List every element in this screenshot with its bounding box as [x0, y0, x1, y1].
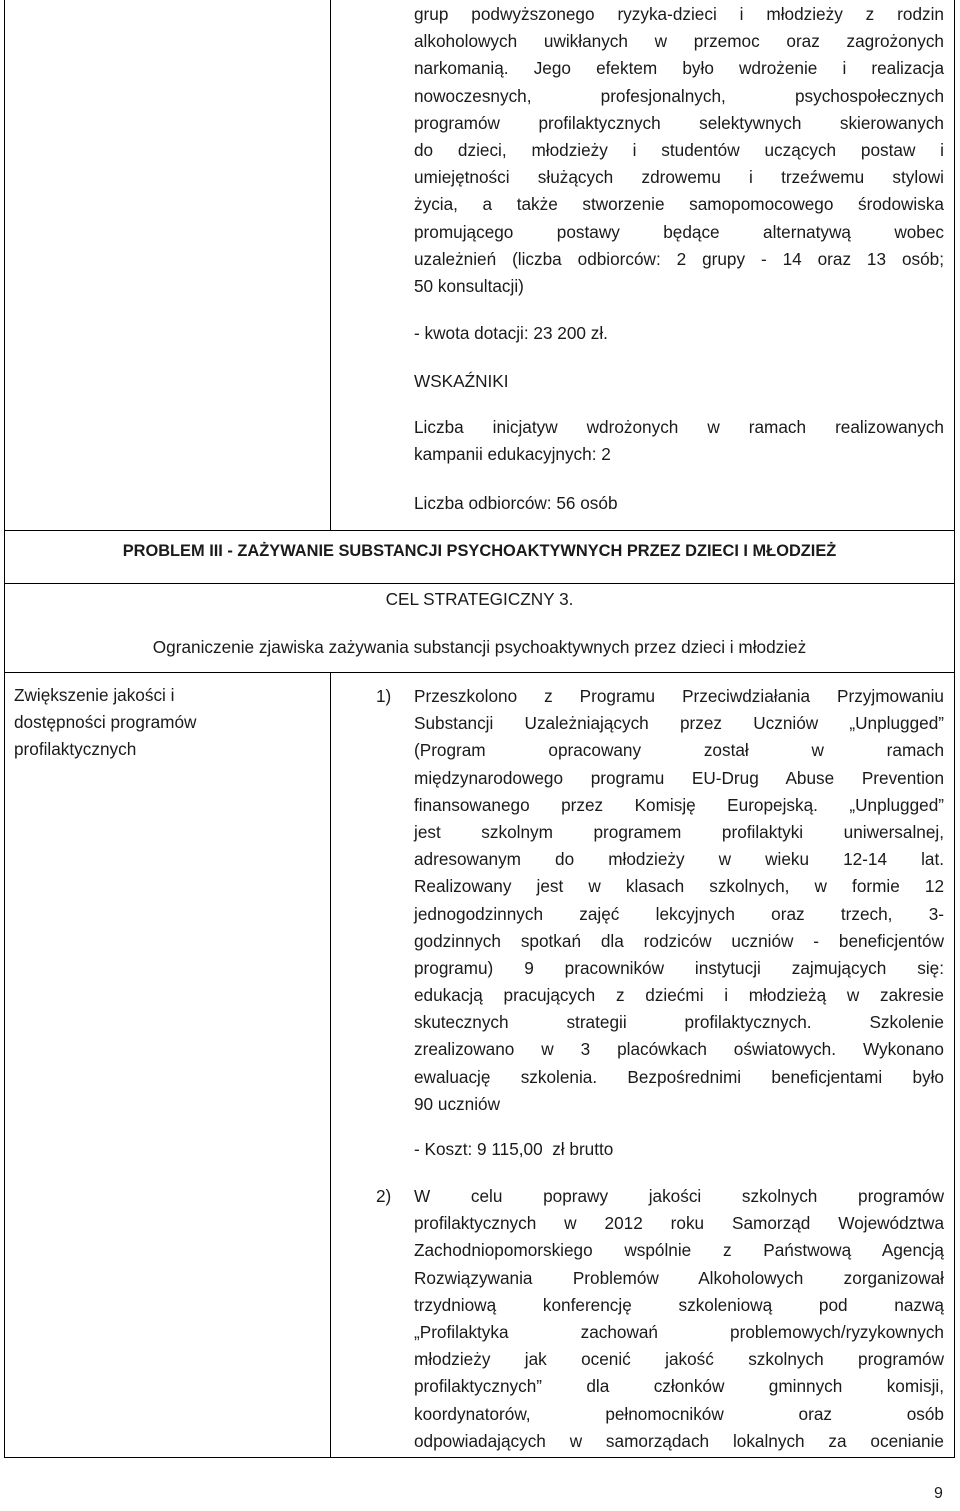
text-line: W celu poprawy jakości szkolnych programów [414, 1186, 944, 1206]
text-line: programu) 9 pracowników instytucji zajmujących się: [414, 957, 944, 978]
text-line: trzydniową konferencję szkoleniową pod nazwą [414, 1294, 944, 1315]
top-column-divider [330, 0, 331, 530]
item-1-text [414, 683, 944, 1118]
text-line: kampanii edukacyjnych: 2 [414, 444, 611, 465]
text-line: dostępności programów [14, 712, 197, 732]
text-line: „Profilaktyka zachowań problemowych/ryzykownych [414, 1321, 944, 1342]
text-line: uzależnień (liczba odbiorców: 2 grupy - 14 oraz 13 osób; [414, 248, 944, 269]
text-line: Substancji Uzależniających przez Uczniów „Unplugged” [414, 713, 944, 734]
text-line: godzinnych spotkań dla rodziców uczniów - beneficjentów [414, 930, 944, 951]
top-cell-paragraph [414, 1, 944, 300]
wskaznik-2: Liczba odbiorców: 56 osób [414, 493, 618, 513]
row-divider-1 [4, 530, 955, 531]
text-line: finansowanego przez Komisję Europejską. „Unplugged” [414, 794, 944, 815]
text-line: 90 uczniów [414, 1093, 500, 1114]
kwota-dotacji: - kwota dotacji: 23 200 zł. [414, 323, 608, 343]
text-line: grup podwyższonego ryzyka-dzieci i młodzieży z rodzin [414, 4, 944, 24]
bottom-column-divider [330, 672, 331, 1458]
text-line: jest szkolnym programem profilaktyki uniwersalnej, [414, 821, 944, 842]
text-line: promującego postawy będące alternatywą wobec [414, 221, 944, 242]
table-border-bottom [4, 1457, 955, 1458]
text-line: narkomanią. Jego efektem było wdrożenie i realizacja [414, 58, 944, 79]
text-line: życia, a także stworzenie samopomocowego środowiska [414, 194, 944, 215]
text-line: profilaktycznych w 2012 roku Samorząd Województwa [414, 1213, 944, 1234]
text-line: profilaktycznych [14, 739, 137, 759]
text-line: Rozwiązywania Problemów Alkoholowych zorganizował [414, 1267, 944, 1288]
text-line: ewaluację szkolenia. Bezpośrednimi beneficjentami było [414, 1066, 944, 1087]
wskaznik-1 [414, 414, 944, 468]
page-number: 9 [934, 1485, 943, 1502]
text-line: koordynatorów, pełnomocników oraz osób [414, 1403, 944, 1424]
problem-heading: PROBLEM III - ZAŻYWANIE SUBSTANCJI PSYCHOAKTYWNYCH PRZEZ DZIECI I MŁODZIEŻ [122, 542, 837, 560]
table-border-left [4, 0, 5, 1458]
text-line: Liczba inicjatyw wdrożonych w ramach realizowanych [414, 417, 944, 437]
cel-strategiczny: CEL STRATEGICZNY 3. [385, 589, 574, 609]
text-line: adresowanym do młodzieży w wieku 12-14 lat. [414, 849, 944, 870]
wskazniki-heading: WSKAŹNIKI [414, 371, 509, 391]
text-line: odpowiadających w samorządach lokalnych za ocenianie [414, 1430, 944, 1451]
text-line: zrealizowano w 3 placówkach oświatowych. Wykonano [414, 1039, 944, 1060]
table-border-right [954, 0, 955, 1458]
text-line: programów profilaktycznych selektywnych skierowanych [414, 112, 944, 133]
item-1-koszt: - Koszt: 9 115,00 zł brutto [414, 1139, 614, 1159]
cel-opis: Ograniczenie zjawiska zażywania substancji psychoaktywnych przez dzieci i młodzież [152, 637, 807, 657]
text-line: umiejętności służących zdrowemu i trzeźwemu stylowi [414, 167, 944, 188]
text-line: Realizowany jest w klasach szkolnych, w formie 12 [414, 876, 944, 897]
text-line: jednogodzinnych zajęć lekcyjnych oraz trzech, 3- [414, 903, 944, 924]
text-line: Przeszkolono z Programu Przeciwdziałania Przyjmowaniu [414, 686, 944, 706]
item-2-number: 2) [376, 1186, 392, 1206]
text-line: Zwiększenie jakości i [14, 685, 175, 705]
text-line: Zachodniopomorskiego wspólnie z Państwową Agencją [414, 1240, 944, 1261]
text-line: (Program opracowany został w ramach [414, 740, 944, 761]
text-line: nowoczesnych, profesjonalnych, psychospołecznych [414, 85, 944, 106]
text-line: młodzieży jak ocenić jakość szkolnych programów [414, 1349, 944, 1370]
row-divider-3 [4, 672, 955, 673]
text-line: międzynarodowego programu EU-Drug Abuse Prevention [414, 767, 944, 788]
text-line: edukacją pracujących z dziećmi i młodzieżą w zakresie [414, 985, 944, 1006]
text-line: profilaktycznych” dla członków gminnych komisji, [414, 1376, 944, 1397]
item-2-text [414, 1183, 944, 1455]
text-line: skutecznych strategii profilaktycznych. Szkolenie [414, 1012, 944, 1033]
text-line: alkoholowych uwikłanych w przemoc oraz zagrożonych [414, 31, 944, 52]
row-divider-2 [4, 583, 955, 584]
text-line: 50 konsultacji) [414, 275, 524, 296]
text-line: do dzieci, młodzieży i studentów uczących postaw i [414, 139, 944, 160]
item-1-number: 1) [376, 686, 392, 706]
objective-cell [14, 682, 324, 763]
